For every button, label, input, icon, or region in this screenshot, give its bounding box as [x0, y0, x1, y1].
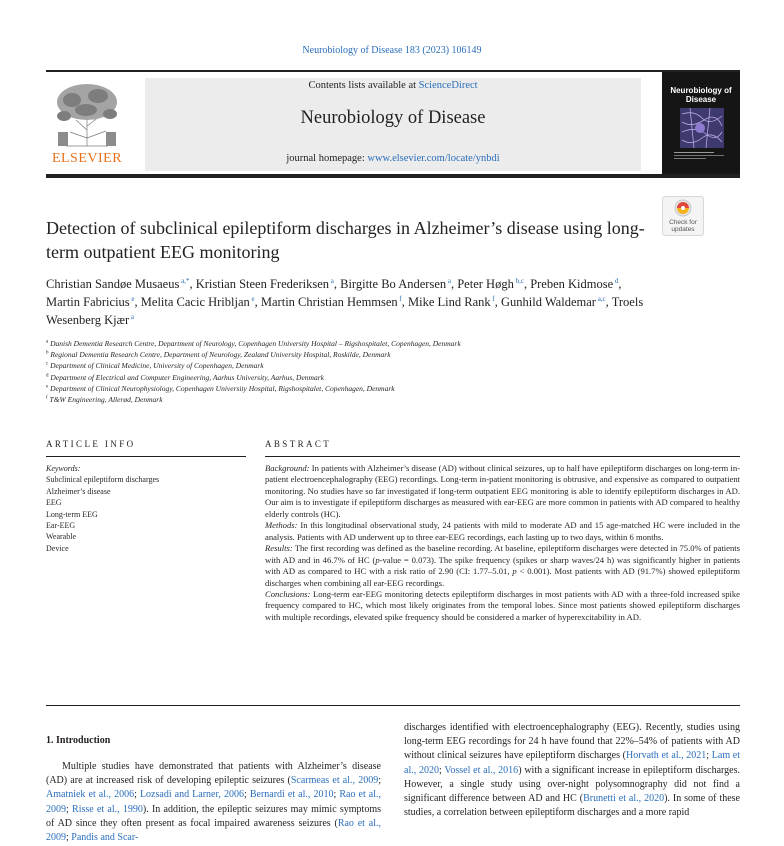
contents-availability: [145, 80, 641, 91]
affiliation-item: [46, 360, 646, 371]
author-affiliation-marker[interactable]: f: [490, 294, 495, 303]
author-name[interactable]: Birgitte Bo Andersen: [340, 277, 447, 291]
header-top-rule: [46, 70, 740, 72]
affiliation-item: [46, 394, 646, 405]
article-info-heading: ARTICLE INFO: [46, 439, 136, 449]
author-name[interactable]: Troels Wesenberg Kjær: [46, 295, 644, 327]
affiliation-text: Danish Dementia Research Centre, Department of Neurology, Copenhagen University Hospital – Rigshospitalet, Copenhagen, Denmark: [48, 339, 461, 348]
results-label: Results:: [265, 543, 293, 554]
author-affiliation-marker[interactable]: e: [129, 294, 135, 303]
affiliation-list: [46, 338, 646, 405]
affiliation-key: e: [46, 384, 49, 390]
author-list: [46, 275, 650, 329]
keyword-item: EEG: [46, 498, 62, 508]
body-text: ). In addition, the epileptic seizures may mimic symptoms of AD since they often present as focal impaired awareness seizures (: [46, 803, 381, 829]
affiliation-item: [46, 349, 646, 360]
citation-link[interactable]: Brunetti et al., 2020: [583, 793, 665, 805]
body-text: ;: [66, 803, 73, 815]
keyword-item: Subclinical epileptiform discharges: [46, 475, 160, 485]
p-symbol: p: [375, 554, 380, 565]
results-text-a: The first recording was defined as the baseline recording. At baseline, epileptiform discharges were detected in 75.0% of patients with AD and in 46.7% of HC (: [265, 543, 741, 565]
author-name[interactable]: Preben Kidmose: [530, 277, 614, 291]
cover-decoration: [674, 152, 730, 161]
cover-image: [680, 108, 724, 148]
elsevier-wordmark: ELSEVIER: [51, 151, 123, 166]
affiliation-item: [46, 383, 646, 394]
affiliation-text: Department of Clinical Neurophysiology, Copenhagen University Hospital, Rigshospitalet, Copenhagen, Denmark: [48, 383, 395, 393]
body-text: ;: [333, 789, 340, 801]
abstract-heading: ABSTRACT: [265, 439, 332, 449]
body-text: ;: [706, 750, 712, 762]
body-text: ) with a significant increase in epileptiform discharges. However, a single study using over-night polysomnography did not find a significant difference between AD and HC (: [404, 764, 741, 805]
body-text: ;: [439, 764, 445, 776]
author-affiliation-marker[interactable]: a: [329, 276, 334, 285]
citation-link[interactable]: Vossel et al., 2016: [444, 764, 519, 776]
abstract-methods: [265, 520, 740, 543]
author-affiliation-marker[interactable]: b,c: [513, 276, 524, 285]
author-name[interactable]: Martin Fabricius: [46, 295, 130, 309]
abstract-results: [265, 543, 740, 589]
citation-link[interactable]: Risse et al., 1990: [72, 803, 143, 815]
affiliation-key: d: [46, 373, 49, 379]
header-bottom-rule: [46, 174, 740, 178]
body-text: ;: [243, 789, 250, 801]
author-name[interactable]: Martin Christian Hemmsen: [260, 295, 398, 309]
author-name[interactable]: Gunhild Waldemar: [501, 295, 596, 309]
citation-link[interactable]: Lam et al., 2020: [404, 750, 741, 776]
author-name[interactable]: Kristian Steen Frederiksen: [195, 277, 329, 291]
author-name[interactable]: Mike Lind Rank: [408, 295, 491, 309]
journal-reference[interactable]: Neurobiology of Disease 183 (2023) 106149: [302, 45, 482, 56]
conclusions-text: Long-term ear-EEG monitoring detects epileptiform discharges in most patients with AD with a three-fold increased spike frequency compared to HC, which most likely originates from the temporal lobes. Since most patients showed epileptiform discharges with multiple recordings, elevated spike frequency should be considered a marker of hyperexcitability in AD.: [265, 588, 740, 622]
citation-link[interactable]: Rao et al., 2009: [46, 789, 382, 815]
author-separator: ,: [523, 277, 531, 291]
abstract-rule: [265, 456, 740, 457]
citation-link[interactable]: Bernardi et al., 2010: [249, 789, 334, 801]
affiliation-key: f: [46, 395, 48, 401]
journal-homepage: [145, 153, 641, 164]
body-text: ;: [378, 775, 382, 787]
introduction-left-column: [46, 760, 381, 845]
author-separator: ,: [189, 277, 196, 291]
affiliation-key: b: [46, 350, 49, 356]
cover-title: Neurobiology of Disease: [670, 86, 732, 104]
author-affiliation-marker[interactable]: a: [446, 276, 451, 285]
results-text-b: -value = 0.073). The spike frequency (spikes or sharp waves/24 h) was significantly higher in patients with AD as compared to HC with a risk ratio of 2.90 (CI: 1.77–5.01,: [265, 554, 740, 577]
body-text: ;: [66, 832, 72, 844]
p-symbol: p: [512, 566, 517, 577]
methods-text: In this longitudinal observational study, 24 patients with mild to moderate AD and 15 age-matched HC were included in the analysis. Patients with AD underwent up to three ear-EEG recordings, each lasting up to two days, within 6 months.: [265, 520, 740, 542]
author-affiliation-marker[interactable]: d: [613, 276, 619, 285]
homepage-prefix: journal homepage:: [286, 153, 368, 164]
methods-label: Methods:: [265, 520, 298, 531]
author-separator: ,: [254, 295, 261, 309]
keyword-item: Ear-EEG: [46, 521, 76, 531]
author-affiliation-marker[interactable]: e: [249, 294, 255, 303]
author-affiliation-marker[interactable]: a,*: [179, 276, 190, 285]
background-label: Background:: [265, 463, 310, 473]
author-separator: ,: [333, 277, 341, 291]
author-separator: ,: [605, 295, 612, 309]
keyword-item: Long-term EEG: [46, 509, 98, 519]
homepage-link[interactable]: www.elsevier.com/locate/ynbdi: [367, 153, 500, 164]
affiliation-text: Department of Electrical and Computer Engineering, Aarhus University, Aarhus, Denmark: [48, 372, 324, 382]
citation-link[interactable]: Rao et al., 2009: [46, 817, 381, 844]
author-separator: ,: [401, 295, 409, 309]
affiliation-item: [46, 372, 646, 383]
keyword-item: Device: [46, 543, 69, 553]
citation-link[interactable]: Amatniek et al., 2006: [46, 789, 135, 801]
affiliation-text: T&W Engineering, Allerød, Denmark: [47, 395, 163, 405]
author-name[interactable]: Melita Cacic Hribljan: [140, 295, 250, 309]
affiliation-key: c: [46, 361, 49, 367]
author-name[interactable]: Peter Høgh: [457, 277, 514, 291]
author-name[interactable]: Christian Sandøe Musaeus: [46, 277, 180, 291]
author-affiliation-marker[interactable]: f: [397, 294, 402, 303]
affiliation-text: Regional Dementia Research Centre, Department of Neurology, Zealand University Hospital, Roskilde, Denmark: [48, 350, 391, 360]
body-text: Multiple studies have demonstrated that patients with Alzheimer’s disease (AD) are at increased risk of developing epileptic seizures (: [46, 761, 381, 787]
conclusions-label: Conclusions:: [265, 588, 311, 599]
author-affiliation-marker[interactable]: a,c: [595, 294, 606, 303]
sciencedirect-link[interactable]: ScienceDirect: [418, 80, 478, 91]
body-text: ). In some of these studies, a correlation between epileptiform discharges and a more rapid: [404, 793, 740, 819]
affiliation-item: [46, 338, 646, 349]
results-text-c: < 0.001). Most patients with AD (91.7%) showed epileptiform discharges when combining all ear-EEG recordings.: [265, 566, 740, 588]
keywords-block: [46, 463, 246, 554]
keywords-label: Keywords:: [46, 464, 81, 473]
body-text: ;: [134, 789, 140, 801]
abstract-conclusions: [265, 589, 740, 623]
abstract-body: [265, 463, 740, 623]
contents-prefix: Contents lists available at: [308, 80, 419, 91]
keyword-item: Wearable: [46, 532, 76, 542]
affiliation-key: a: [46, 339, 49, 345]
body-text: discharges identified with electroencephalography (EEG). Recently, studies using long-term EEG recordings for 24 h have found that 22%–54% of patients with AD without clinical seizures have epileptiform discharges (: [404, 722, 740, 762]
journal-title: Neurobiology of Disease: [300, 108, 486, 128]
check-for-updates-label: Check for updates: [669, 219, 697, 233]
citation-link[interactable]: Horvath et al., 2021: [626, 750, 707, 762]
citation-link[interactable]: Lozsadi and Larner, 2006: [139, 789, 244, 801]
article-info-rule: [46, 456, 246, 457]
author-separator: ,: [618, 277, 622, 291]
affiliation-text: Department of Clinical Medicine, University of Copenhagen, Denmark: [48, 361, 264, 371]
introduction-right-column: [404, 721, 740, 820]
citation-link[interactable]: Pandis and Scar-: [71, 832, 139, 844]
author-affiliation-marker[interactable]: a: [129, 312, 134, 321]
article-title: Detection of subclinical epileptiform discharges in Alzheimer’s disease using long-term outpatient EEG monitoring: [46, 218, 645, 262]
author-separator: ,: [450, 277, 458, 291]
background-text: In patients with Alzheimer’s disease (AD) without clinical seizures, up to half have epileptiform discharges on long-term in-patient electroencephalography (EEG) recordings. Long-term in-patient monitoring is obtrusive, and expensive as compared to outpatient monitoring. No studies have so far investigated if long-term outpatient EEG monitoring is able to identify epileptiform discharges in AD. Our aim is to investigate if epileptiform discharges as measured with ear-EEG are more common in patients with AD compared to healthy elderly controls (HC).: [265, 463, 740, 519]
keyword-item: Alzheimer’s disease: [46, 486, 111, 496]
author-separator: ,: [494, 295, 502, 309]
introduction-heading: 1. Introduction: [46, 735, 111, 746]
author-separator: ,: [134, 295, 141, 309]
abstract-end-rule: [46, 705, 740, 706]
citation-link[interactable]: Scarmeas et al., 2009: [290, 775, 379, 787]
abstract-background: [265, 463, 740, 520]
